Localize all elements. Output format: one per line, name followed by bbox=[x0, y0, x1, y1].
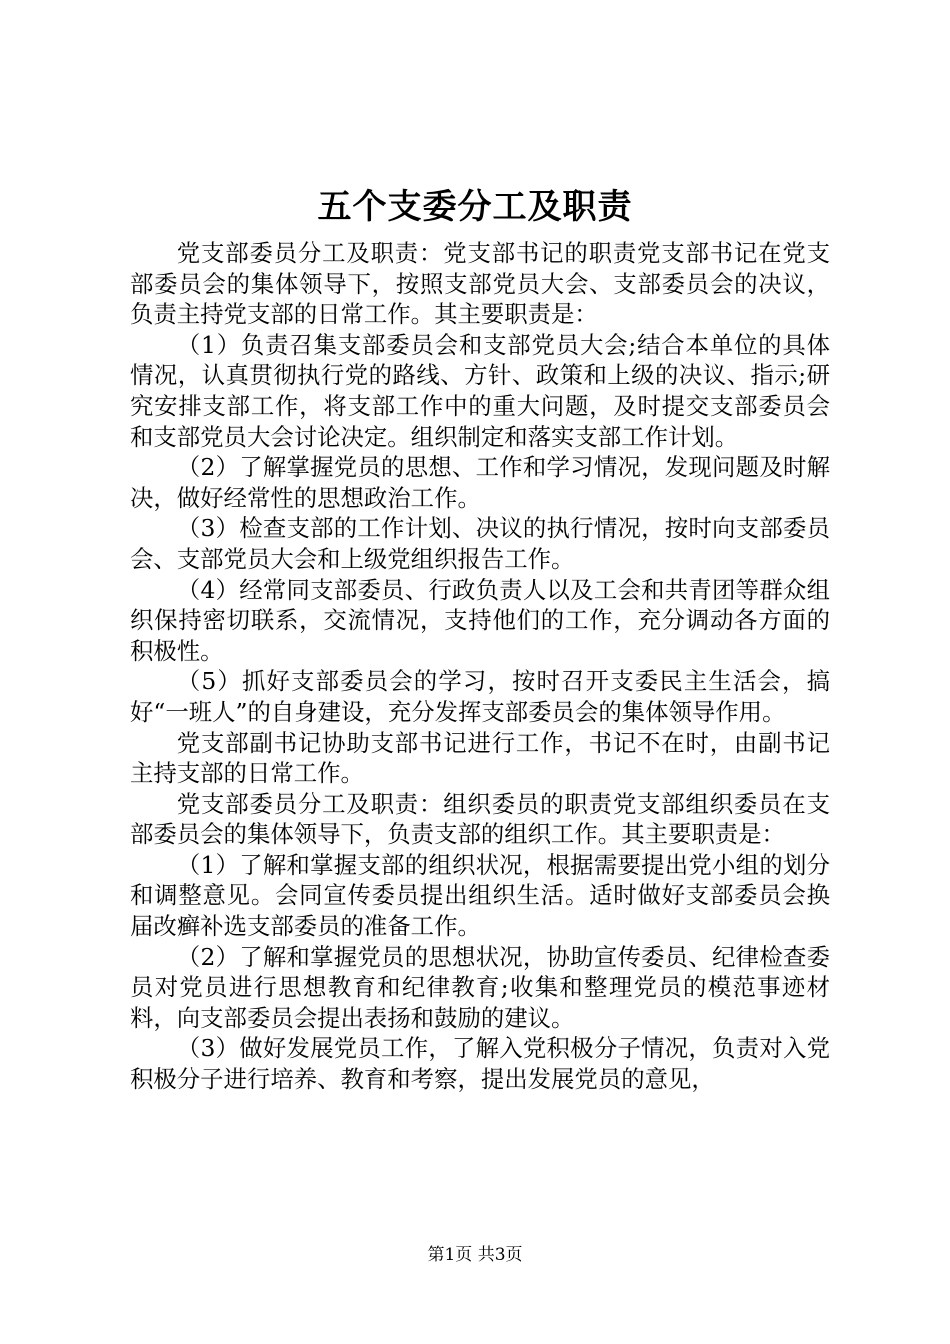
paragraph: （2）了解掌握党员的思想、工作和学习情况，发现问题及时解决，做好经常性的思想政治工作。 bbox=[130, 453, 830, 512]
paragraph: 党支部副书记协助支部书记进行工作，书记不在时，由副书记主持支部的日常工作。 bbox=[130, 728, 830, 788]
document-body bbox=[130, 238, 830, 1095]
paragraph: （3）做好发展党员工作，了解入党积极分子情况，负责对入党积极分子进行培养、教育和考察，提出发展党员的意见， bbox=[130, 1034, 830, 1094]
paragraph: （5）抓好支部委员会的学习，按时召开支委民主生活会，搞好“一班人”的自身建设，充分发挥支部委员会的集体领导作用。 bbox=[130, 667, 830, 726]
paragraph: 党支部委员分工及职责：党支部书记的职责党支部书记在党支部委员会的集体领导下，按照支部党员大会、支部委员会的决议，负责主持党支部的日常工作。其主要职责是： bbox=[130, 239, 830, 329]
paragraph: 党支部委员分工及职责：组织委员的职责党支部组织委员在支部委员会的集体领导下，负责支部的组织工作。其主要职责是： bbox=[130, 789, 830, 849]
paragraph: （2）了解和掌握党员的思想状况，协助宣传委员、纪律检查委员对党员进行思想教育和纪律教育;收集和整理党员的模范事迹材料，向支部委员会提出表扬和鼓励的建议。 bbox=[130, 942, 830, 1032]
document-title: 五个支委分工及职责 bbox=[317, 187, 633, 227]
paragraph: （4）经常同支部委员、行政负责人以及工会和共青团等群众组织保持密切联系，交流情况，支持他们的工作，充分调动各方面的积极性。 bbox=[130, 575, 830, 665]
paragraph: （1）了解和掌握支部的组织状况，根据需要提出党小组的划分和调整意见。会同宣传委员提出组织生活。适时做好支部委员会换届改癣补选支部委员的准备工作。 bbox=[130, 850, 830, 941]
paragraph: （1）负责召集支部委员会和支部党员大会;结合本单位的具体情况，认真贯彻执行党的路线、方针、政策和上级的决议、指示;研究安排支部工作，将支部工作中的重大问题，及时提交支部委员会和支部党员大会讨论决定。组织制定和落实支部工作计划。 bbox=[130, 330, 830, 451]
page-footer: 第1页 共3页 bbox=[427, 1245, 523, 1265]
paragraph: （3）检查支部的工作计划、决议的执行情况，按时向支部委员会、支部党员大会和上级党组织报告工作。 bbox=[130, 514, 830, 573]
